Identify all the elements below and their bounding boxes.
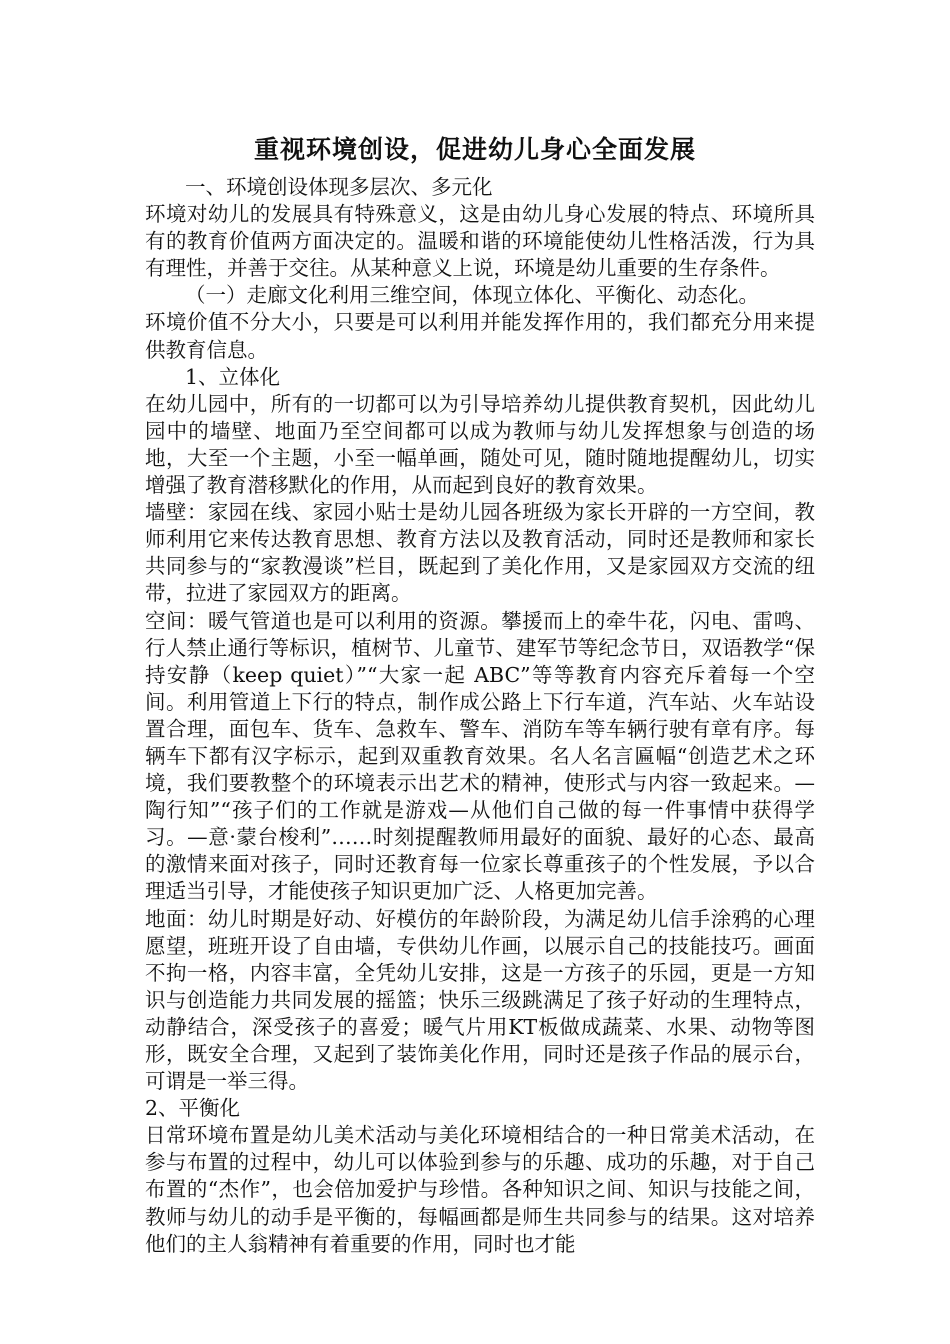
paragraph: 日常环境布置是幼儿美术活动与美化环境相结合的一种日常美术活动，在参与布置的过程中，幼儿可以体验到参与的乐趣、成功的乐趣，对于自己布置的“杰作”，也会倍加爱护与珍惜。各种知识之间、知识与技能之间，教师与幼儿的动手是平衡的，每幅画都是师生共同参与的结果。这对培养他们的主人翁精神有着重要的作用，同时也才能 [145, 1123, 815, 1256]
item-heading: 1、立体化 [185, 364, 281, 389]
document-title: 重视环境创设，促进幼儿身心全面发展 [253, 135, 696, 164]
paragraph: 地面：幼儿时期是好动、好模仿的年龄阶段，为满足幼儿信手涂鸦的心理愿望，班班开设了自由墙，专供幼儿作画，以展示自己的技能技巧。画面不拘一格，内容丰富，全凭幼儿安排，这是一方孩子的乐园，更是一方知识与创造能力共同发展的摇篮；快乐三级跳满足了孩子好动的生理特点，动静结合，深受孩子的喜爱；暖气片用KT板做成蔬菜、水果、动物等图形，既安全合理，又起到了装饰美化作用，同时还是孩子作品的展示台，可谓是一举三得。 [145, 906, 815, 1094]
paragraph: 空间：暖气管道也是可以利用的资源。攀援而上的牵牛花，闪电、雷鸣、行人禁止通行等标识，植树节、儿童节、建军节等纪念节日，双语教学“保持安静（keep quiet）”“大家一起 ABC”等等教育内容充斥着每一个空间。利用管道上下行的特点，制作成公路上下行车道，汽车站、火车站设置合理，面包车、货车、急救车、警车、消防车等车辆行驶有章有序。每辆车下都有汉字标示，起到双重教育效果。名人名言匾幅“创造艺术之环境，我们要教整个的环境表示出艺术的精神，使形式与内容一致起来。—陶行知”“孩子们的工作就是游戏—从他们自己做的每一件事情中获得学习。—意·蒙台梭利”……时刻提醒教师用最好的面貌、最好的心态、最高的激情来面对孩子，同时还教育每一位家长尊重孩子的个性发展，予以合理适当引导，才能使孩子知识更加广泛、人格更加完善。 [145, 608, 815, 904]
document-body [145, 174, 815, 1258]
paragraph: 在幼儿园中，所有的一切都可以为引导培养幼儿提供教育契机，因此幼儿园中的墙壁、地面乃至空间都可以成为教师与幼儿发挥想象与创造的场地，大至一个主题，小至一幅单画，随处可见，随时随地提醒幼儿，切实增强了教育潜移默化的作用，从而起到良好的教育效果。 [145, 391, 815, 498]
section-heading: 一、环境创设体现多层次、多元化 [185, 175, 493, 199]
paragraph: 环境对幼儿的发展具有特殊意义，这是由幼儿身心发展的特点、环境所具有的教育价值两方面决定的。温暖和谐的环境能使幼儿性格活泼，行为具有理性，并善于交往。从某种意义上说，环境是幼儿重要的生存条件。 [145, 202, 815, 281]
subsection-heading: （一）走廊文化利用三维空间，体现立体化、平衡化、动态化。 [185, 283, 759, 308]
paragraph: 墙壁：家园在线、家园小贴士是幼儿园各班级为家长开辟的一方空间，教师利用它来传达教育思想、教育方法以及教育活动，同时还是教师和家长共同参与的“家教漫谈”栏目，既起到了美化作用，又是家园双方交流的纽带，拉进了家园双方的距离。 [145, 500, 815, 606]
paragraph: 环境价值不分大小，只要是可以利用并能发挥作用的，我们都充分用来提供教育信息。 [145, 310, 815, 362]
item-heading: 2、平衡化 [145, 1096, 241, 1121]
